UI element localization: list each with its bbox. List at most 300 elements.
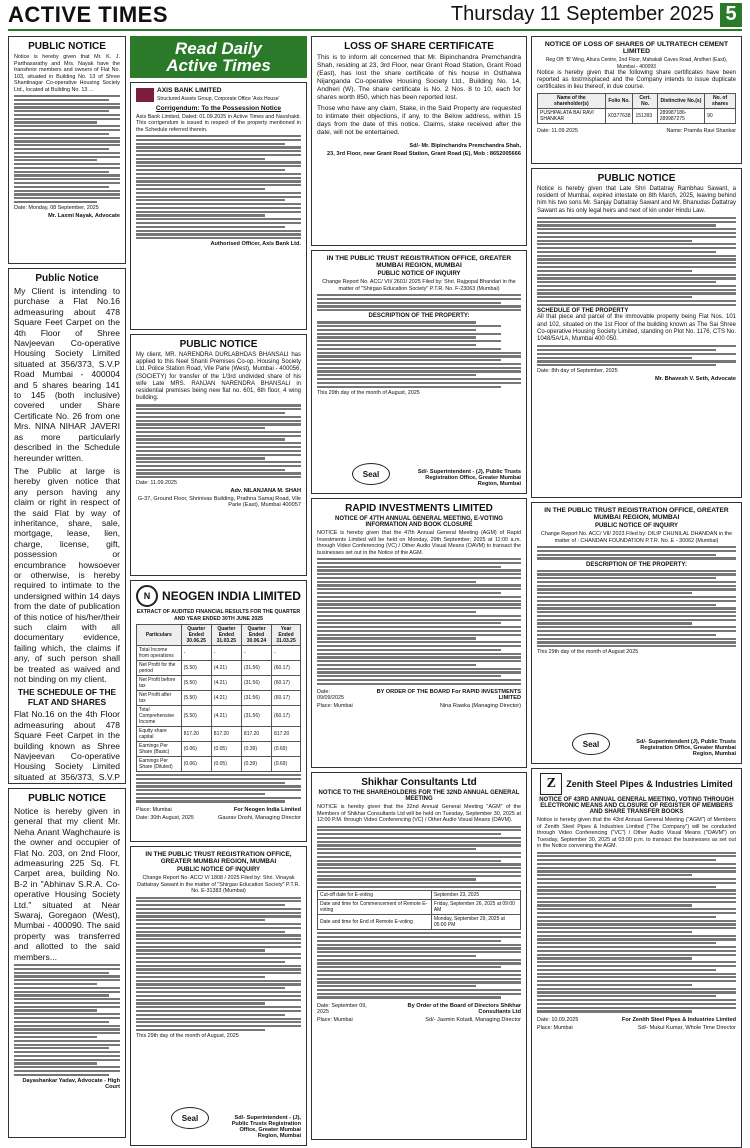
table-cell: Equity share capital xyxy=(137,727,182,742)
notice-body: My Client is intending to purchase a Flat No.16 admeasuring about 478 Square Feet Carpet on the 4th Floor of Shree Navjeevan Co-operative Housing Society Limited situated at 356/373, S.V.P Road Mumbai - 400004 and 5 shares bearing 141 to 145 (both inclusive) covered under Share Certificate No. 26 from one Mrs. NINA NIHAR JAVERI as more particularly described in the Schedule hereunder written. xyxy=(14,286,120,463)
fine-print-line xyxy=(537,901,736,903)
fine-print-line xyxy=(317,355,521,357)
fine-print-line xyxy=(537,1010,692,1012)
fine-print-line xyxy=(537,916,716,918)
signature: BY ORDER OF THE BOARD For RAPID INVESTMENTS LIMITED xyxy=(376,688,521,701)
table-row xyxy=(137,706,301,727)
fine-print-line xyxy=(537,973,736,975)
fine-print-line xyxy=(136,446,301,448)
notice-body: NOTICE is hereby given that the 47th Annual General Meeting (AGM) of Rapid Investments Limited will be held on Monday, 29th September, 2025 at 11:00 a.m. through Video Conferencing (VC) / Other Audio Visual Means (OAVM) to transact the businesses set out in the Notice of the AGM. xyxy=(317,530,521,556)
notice-title: AXIS BANK LIMITED xyxy=(157,87,222,94)
zenith-agm-notice xyxy=(531,768,742,1148)
notice-parthasarathy xyxy=(8,36,126,264)
fine-print-line xyxy=(537,645,736,647)
fine-print-line xyxy=(136,949,265,951)
fine-print-line xyxy=(537,236,736,238)
notice-fine-print xyxy=(537,217,736,306)
fine-print-line xyxy=(317,660,521,662)
fine-print-line xyxy=(537,266,736,268)
fine-print-line xyxy=(537,878,736,880)
fine-print-line xyxy=(537,893,736,895)
fine-print-line xyxy=(14,148,109,150)
fine-print-line xyxy=(14,1070,120,1072)
notice-fine-print xyxy=(14,964,120,1076)
company-name: Zenith Steel Pipes & Industries Limited xyxy=(566,779,733,789)
fine-print-line xyxy=(317,607,521,609)
fine-print-line xyxy=(317,993,521,995)
fine-print-line xyxy=(136,904,285,906)
table-cell: (0.39) xyxy=(241,757,271,772)
fine-print-line xyxy=(136,435,301,437)
fine-print-line xyxy=(537,255,736,257)
notice-navjeevan xyxy=(8,268,126,784)
fine-print-line xyxy=(317,978,521,980)
fine-print-line xyxy=(317,619,521,621)
fine-print-line xyxy=(317,581,476,583)
date: Date: 09/09/2025 xyxy=(317,688,344,701)
fine-print-line xyxy=(317,856,521,858)
table-cell: (31.56) xyxy=(241,691,271,706)
schedule-heading: SCHEDULE OF THE PROPERTY xyxy=(537,307,629,314)
table-cell: 151393 xyxy=(633,109,657,124)
fine-print-line xyxy=(136,461,301,463)
fine-print-line xyxy=(14,1025,120,1027)
table-cell: Earnings Per Share (Basic) xyxy=(137,742,182,757)
fine-print-line xyxy=(537,965,736,967)
fine-print-line xyxy=(136,146,301,148)
fine-print-line xyxy=(537,364,716,366)
fine-print-line xyxy=(136,778,301,780)
place: Place: Mumbai xyxy=(537,1024,573,1031)
fine-print-line xyxy=(537,852,736,854)
fine-print-line xyxy=(14,975,120,977)
fine-print-line xyxy=(317,829,521,831)
fine-print-line xyxy=(537,874,692,876)
fine-print-line xyxy=(136,135,301,137)
fine-print-line xyxy=(537,950,736,952)
table-cell: (60.17) xyxy=(272,661,301,676)
fine-print-line xyxy=(537,296,692,298)
fine-print-line xyxy=(317,294,521,296)
fine-print-line xyxy=(14,156,120,158)
fine-print-line xyxy=(317,309,521,311)
fine-print-line xyxy=(537,573,736,575)
fine-print-line xyxy=(537,870,736,872)
fine-print-line xyxy=(317,959,521,961)
fine-print-line xyxy=(317,940,501,942)
fine-print-line xyxy=(14,994,109,996)
description-heading: DESCRIPTION OF THE PROPERTY: xyxy=(368,313,470,320)
table-row xyxy=(137,676,301,691)
notice-body: Notice is hereby given that the following share certificates have been reported as lost/misplaced and the Company intends to issue duplicate certificates in lieu thereof, in due course. xyxy=(537,70,736,90)
fine-print-line xyxy=(14,1074,109,1076)
fine-print-line xyxy=(14,1028,120,1030)
fine-print-line xyxy=(136,233,301,235)
axis-logo xyxy=(136,88,154,102)
table-cell: PUSHPALATA BAI RAVI SHANKAR xyxy=(538,109,606,124)
fine-print-line xyxy=(317,989,521,991)
property-fine-print xyxy=(537,570,736,648)
table-cell: (60.17) xyxy=(272,691,301,706)
table-cell: (5.50) xyxy=(181,676,211,691)
date: Date: September 09, 2025 xyxy=(317,1002,367,1015)
fine-print-line xyxy=(136,408,301,410)
fine-print-line xyxy=(537,604,716,606)
trust-notice-bhandari xyxy=(311,250,527,494)
paper-title: ACTIVE TIMES xyxy=(8,1,169,27)
fine-print-line xyxy=(14,110,109,112)
fine-print-line xyxy=(136,450,301,452)
fine-print-line xyxy=(136,207,301,209)
table-cell: (5.50) xyxy=(181,706,211,727)
notice-signature: Sd/- Superintendent (J), Public Trusts Registration Office, Greater Mumbai Region, Mumbai xyxy=(636,739,736,757)
fine-print-line xyxy=(136,192,301,194)
fine-print-line xyxy=(537,258,736,260)
fine-print-line xyxy=(14,171,109,173)
fine-print-line xyxy=(14,137,120,139)
fine-print-line xyxy=(14,1002,120,1004)
fine-print-line xyxy=(317,348,501,350)
notice-fine-print xyxy=(537,852,736,1013)
fine-print-line xyxy=(136,169,285,171)
notice-address: 23, 3rd Floor, near Grant Road Station, Grant Road (E), Mob : 8652005666 xyxy=(327,151,521,157)
table-row xyxy=(538,109,736,124)
fine-print-line xyxy=(14,968,120,970)
fine-print-line xyxy=(317,382,521,384)
notice-title: Public Notice xyxy=(35,273,99,284)
fine-print-line xyxy=(537,240,692,242)
fine-print-line xyxy=(136,999,301,1001)
notice-body: Notice is hereby given that Mr. K. J. Parthasarathy and Mrs. Nayak have the transferor members and owners of Flat No. 103, situated in Building No. 13 of Shree Shantinagar Co-operative Housing Society Ltd., located at Building No. 13 ... xyxy=(14,54,120,93)
fine-print-line xyxy=(537,638,736,640)
fine-print-line xyxy=(136,218,301,220)
fine-print-line xyxy=(317,932,521,934)
fine-print-line xyxy=(136,912,301,914)
fine-print-line xyxy=(136,222,301,224)
fine-print-line xyxy=(136,900,301,902)
fine-print-line xyxy=(14,983,97,985)
notice-title: PUBLIC NOTICE xyxy=(28,41,106,52)
fine-print-line xyxy=(136,165,301,167)
fine-print-line xyxy=(136,1014,285,1016)
fine-print-line xyxy=(317,844,521,846)
fine-print-line xyxy=(317,867,521,869)
fine-print-line xyxy=(537,886,716,888)
fine-print-line xyxy=(14,121,97,123)
fine-print-line xyxy=(317,947,521,949)
fine-print-line xyxy=(136,150,301,152)
fine-print-line xyxy=(14,1047,109,1049)
fine-print-line xyxy=(317,333,501,335)
fine-print-line xyxy=(317,664,476,666)
notice-body: Notice is hereby given that the 43rd Annual General Meeting ("AGM") of Members of Zenith Steel Pipes & Industries Limited ("The Company") will be conducted through Video Conferencing ("VC") / Other Audio Visual Means ("OAVM") on Tuesday, September 30, 2025 at 03:00 p.m. to transact the businesses as set out in the Notice convening the AGM. xyxy=(537,817,736,849)
notice-title: LOSS OF SHARE CERTIFICATE xyxy=(344,41,494,52)
table-cell: (0.06) xyxy=(181,757,211,772)
fine-print-line xyxy=(317,970,521,972)
fine-print-line xyxy=(317,871,521,873)
trust-notice-shirgao xyxy=(130,846,307,1146)
notice-title: PUBLIC NOTICE xyxy=(597,173,676,184)
page-number: 5 xyxy=(720,3,742,27)
fine-print-line xyxy=(136,230,301,232)
fine-print-line xyxy=(14,1036,97,1038)
fine-print-line xyxy=(537,912,736,914)
fine-print-line xyxy=(537,946,736,948)
table-cell: Friday, September 26, 2025 at 09:00 AM xyxy=(431,900,520,915)
fine-print-line xyxy=(136,438,285,440)
fine-print-line xyxy=(317,645,521,647)
fine-print-line xyxy=(537,995,716,997)
notice-waghchaure xyxy=(8,788,126,1138)
results-heading: EXTRACT OF AUDITED FINANCIAL RESULTS FOR THE QUARTER AND YEAR ENDED 30TH JUNE 2025 xyxy=(136,609,301,622)
fine-print-line xyxy=(136,931,285,933)
fine-print-line xyxy=(136,154,301,156)
fine-print-line xyxy=(537,626,736,628)
property-fine-print xyxy=(317,321,521,387)
fine-print-line xyxy=(317,569,521,571)
table-cell: September 23, 2025 xyxy=(431,891,520,900)
fine-print-line xyxy=(136,427,265,429)
masthead xyxy=(8,0,742,31)
fine-print-line xyxy=(317,588,521,590)
column-4 xyxy=(531,36,742,1144)
table-cell: - xyxy=(272,646,301,661)
fine-print-line xyxy=(537,592,692,594)
table-row xyxy=(137,691,301,706)
notice-heading: NOTICE TO THE SHAREHOLDERS FOR THE 32ND ANNUAL GENERAL MEETING xyxy=(318,790,520,802)
fine-print-line xyxy=(537,274,736,276)
read-daily-banner xyxy=(130,36,307,78)
neogen-results xyxy=(130,580,307,842)
fine-print-line xyxy=(136,158,265,160)
fine-print-line xyxy=(136,476,301,478)
fine-print-line xyxy=(14,193,120,195)
fine-print-line xyxy=(537,634,716,636)
table-cell: Net Profit for the period xyxy=(137,661,182,676)
table-row xyxy=(318,900,521,915)
table-cell: 817.20 xyxy=(181,727,211,742)
fine-print-line xyxy=(136,423,301,425)
notice-signature: Sd/- Mr. Bipinchandra Premchandra Shah, xyxy=(409,143,521,149)
fine-print-line xyxy=(317,837,521,839)
notice-title: IN THE PUBLIC TRUST REGISTRATION OFFICE, GREATER MUMBAI REGION, MUMBAI xyxy=(544,507,729,521)
fine-print-line xyxy=(136,1021,301,1023)
notice-body: NOTICE is hereby given that the 32nd Annual General Meeting "AGM" of the Members of Shikhar Consultants Ltd will be held on Tuesday, September 30, 2025 at 12:00 P.M. through Video Conferencing (VC) / Other Audio Visual Means (OAVM). xyxy=(317,804,521,823)
fine-print-line xyxy=(136,199,285,201)
fine-print-line xyxy=(136,972,301,974)
seal-stamp: Seal xyxy=(352,463,390,485)
fine-print-line xyxy=(14,964,120,966)
fine-print-line xyxy=(317,962,521,964)
fine-print-line xyxy=(537,277,736,279)
fine-print-line xyxy=(537,217,736,219)
table-cell: (4.21) xyxy=(211,661,241,676)
fine-print-line xyxy=(136,793,265,795)
fine-print-line xyxy=(14,129,120,131)
signatory: Nina Rawka (Managing Director) xyxy=(439,702,521,709)
fine-print-line xyxy=(537,867,736,869)
fine-print-line xyxy=(537,923,736,925)
fine-print-line xyxy=(136,980,301,982)
fine-print-line xyxy=(537,931,692,933)
notice-body-2: Those who have any claim, Stake, in the Said Property are requested to intimate their objections, if any, to the Below address, within 15 days from the date of this notice. Claims, stake received after the date, will not be entertained. xyxy=(317,105,521,136)
fine-print-line xyxy=(14,125,120,127)
notice-signature: Dayashankar Yadav, Advocate - High Court xyxy=(22,1077,120,1090)
fine-print-line xyxy=(317,630,521,632)
fine-print-line xyxy=(14,159,97,161)
fine-print-line xyxy=(317,656,521,658)
fine-print-line xyxy=(136,469,285,471)
fine-print-line xyxy=(317,336,476,338)
fine-print-line xyxy=(537,927,736,929)
fine-print-line xyxy=(136,442,301,444)
table-cell: 289987186-289987275 xyxy=(657,109,704,124)
fine-print-line xyxy=(136,946,301,948)
fine-print-line xyxy=(537,999,736,1001)
notice-subtitle: PUBLIC NOTICE OF INQUIRY xyxy=(594,523,679,529)
fine-print-line xyxy=(136,915,301,917)
fine-print-line xyxy=(537,345,736,347)
fine-print-line xyxy=(14,979,120,981)
fine-print-line xyxy=(537,611,736,613)
table-row xyxy=(137,646,301,661)
fine-print-line xyxy=(136,431,301,433)
fine-print-line xyxy=(136,968,301,970)
table-cell: (4.21) xyxy=(211,676,241,691)
notice-address: G-37, Ground Floor, Shrinivas Building, Prathna Samaj Road, Vile Parle (East), Mumbai 400057 xyxy=(137,496,301,509)
fine-print-line xyxy=(537,980,736,982)
fine-print-line xyxy=(14,152,120,154)
fine-print-line xyxy=(136,953,301,955)
fine-print-line xyxy=(14,95,120,97)
fine-print-line xyxy=(537,596,736,598)
fine-print-line xyxy=(14,144,120,146)
notice-date: Date: 11.09.2025 xyxy=(136,480,177,487)
notice-body-2: The Public at large is hereby given notice that any person having any claim or right in respect of the said Flat by way of inheritance, share, sale, mortgage, lease, lien, charge, license, gift, possession or encumbrance howsoever or otherwise, is hereby required to intimate to the undersigned within 14 days from the date of publication of this notice of his/her/their such claim with all documentary evidence, failing which, the claims if any, of such person shall be treated as waived and not binding on my client. xyxy=(14,465,120,685)
date: Date: 10.09.2025 xyxy=(537,1016,579,1023)
column-3 xyxy=(311,36,527,1144)
fine-print-line xyxy=(537,550,736,552)
fine-print-line xyxy=(14,167,120,169)
fine-print-line xyxy=(14,174,120,176)
fine-print-line xyxy=(14,1051,120,1053)
col-header: Particulars xyxy=(137,625,182,646)
fine-print-line xyxy=(537,1003,736,1005)
table-cell: 817.20 xyxy=(272,727,301,742)
fine-print-line xyxy=(136,957,301,959)
fine-print-line xyxy=(317,573,521,575)
fine-print-line xyxy=(317,826,521,828)
fine-print-line xyxy=(317,603,521,605)
fine-print-line xyxy=(537,360,736,362)
fine-print-line xyxy=(537,855,736,857)
fine-print-line xyxy=(317,653,521,655)
fine-print-line xyxy=(14,1006,120,1008)
table-cell: (4.21) xyxy=(211,706,241,727)
fine-print-line xyxy=(537,882,736,884)
fine-print-line xyxy=(14,106,120,108)
signature: For Neogen India Limited xyxy=(233,806,301,813)
fine-print-line xyxy=(136,797,301,799)
notice-body: Change Report No. ACC/ VII/ 2601/ 2025 Filed by: Shri. Rajgopal Bhandari in the matter of "Shirgao Education Society" P.T.R. No. F-23063 (Mumbai) xyxy=(322,279,516,292)
table-cell: Net Profit after tax xyxy=(137,691,182,706)
fine-print-line xyxy=(14,197,120,199)
fine-print-line xyxy=(136,785,301,787)
fine-print-line xyxy=(14,114,120,116)
fine-print-line xyxy=(317,363,521,365)
fine-print-line xyxy=(317,329,476,331)
fine-print-line xyxy=(14,99,109,101)
notice-subtitle: PUBLIC NOTICE OF INQUIRY xyxy=(377,271,461,277)
notice-fine-print xyxy=(317,826,521,889)
table-row xyxy=(137,661,301,676)
table-row xyxy=(137,742,301,757)
fine-print-line xyxy=(136,203,301,205)
fine-print-line xyxy=(317,596,521,598)
fine-print-line xyxy=(136,465,301,467)
fine-print-line xyxy=(537,228,736,230)
schedule-fine-print xyxy=(537,345,736,366)
notice-signature: Sd/- Superintendent - (J), Public Trusts Registration Office, Greater Mumbai Region, Mumbai xyxy=(231,1115,301,1139)
fine-print-line xyxy=(317,974,521,976)
fine-print-line xyxy=(136,454,301,456)
shares-table xyxy=(537,93,736,124)
fine-print-line xyxy=(537,270,692,272)
fine-print-line xyxy=(317,298,521,300)
notice-fine-print-2 xyxy=(317,932,521,998)
fine-print-line xyxy=(136,1025,301,1027)
fine-print-line xyxy=(317,668,521,670)
notice-title: PUBLIC NOTICE xyxy=(28,793,106,804)
table-cell: Total Comprehensive Income xyxy=(137,706,182,727)
fine-print-line xyxy=(317,626,521,628)
fine-print-line xyxy=(14,182,120,184)
fine-print-line xyxy=(14,103,120,105)
notice-heading: NOTICE OF 47TH ANNUAL GENERAL MEETING, E-VOTING INFORMATION AND BOOK CLOSURE xyxy=(335,516,503,528)
table-row xyxy=(137,757,301,772)
seal-stamp: Seal xyxy=(171,1107,209,1129)
fine-print-line xyxy=(537,247,736,249)
col-header: Quarter Ended 30.06.24 xyxy=(241,625,271,646)
col-header: Distinctive No.(s) xyxy=(657,94,704,109)
fine-print-line xyxy=(136,995,301,997)
signature: By Order of the Board of Directors Shikhar Consultants Ltd xyxy=(407,1002,521,1015)
fine-print-line xyxy=(136,1006,301,1008)
fine-print-line xyxy=(537,262,736,264)
fine-print-line xyxy=(317,683,521,685)
zenith-logo: Z xyxy=(540,773,562,795)
fine-print-line xyxy=(537,546,736,548)
fine-print-line xyxy=(136,404,301,406)
fine-print-line xyxy=(136,139,301,141)
notice-date: Date: Monday, 08 September, 2025 xyxy=(14,205,99,212)
fine-print-line xyxy=(136,1002,265,1004)
fine-print-line xyxy=(317,936,521,938)
fine-print-line xyxy=(317,981,521,983)
fine-print-line xyxy=(136,211,301,213)
fine-print-line xyxy=(136,923,301,925)
fine-print-line xyxy=(537,607,736,609)
fine-print-line xyxy=(317,833,501,835)
fine-print-line xyxy=(14,178,120,180)
fine-print-line xyxy=(317,344,476,346)
notice-date: This 29th day of the month of August, 2025 xyxy=(136,1033,239,1040)
fine-print-line xyxy=(537,859,716,861)
fine-print-line xyxy=(317,302,501,304)
fine-print-line xyxy=(537,251,716,253)
fine-print-line xyxy=(14,1032,120,1034)
fine-print-line xyxy=(317,841,521,843)
